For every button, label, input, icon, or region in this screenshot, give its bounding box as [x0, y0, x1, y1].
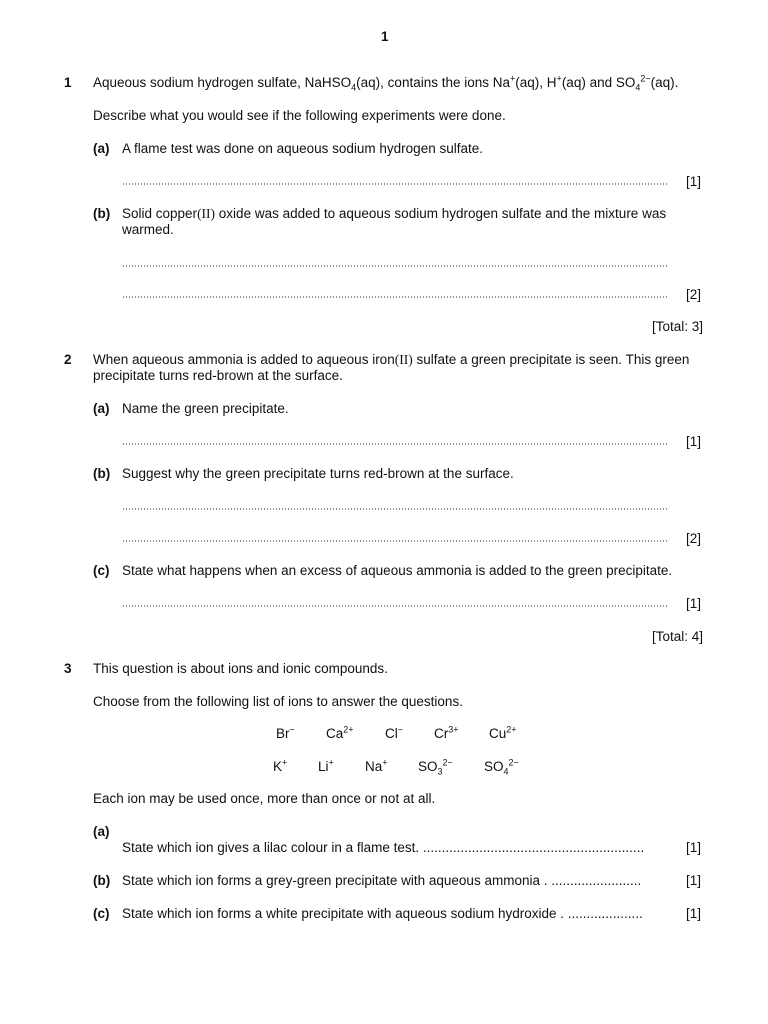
q1-stem: Aqueous sodium hydrogen sulfate, NaHSO$_4$(aq), contains the ions Na+(aq), H+(aq) and $SO_4^{2-}(aq)$. [93, 73, 679, 93]
ion-sodium: Na+ [365, 757, 388, 774]
q1a-answer-line-1[interactable] [122, 183, 669, 185]
q2-number: 2 [64, 352, 72, 367]
q2a-text: Name the green precipitate. [122, 401, 289, 416]
q2c-mark: [1] [686, 596, 702, 611]
q1-number: 1 [64, 75, 72, 90]
q2c-answer-line-1[interactable] [122, 605, 669, 607]
q2b-answer-line-2[interactable] [122, 540, 669, 542]
q3b-label: (b) [93, 873, 111, 888]
q2a-mark: [1] [686, 434, 702, 449]
q3b-mark: [1] [686, 873, 702, 888]
ion-bromide: Br− [276, 724, 295, 741]
q2b-mark: [2] [686, 531, 702, 546]
ion-sulfate: $SO_4^{2-}$ [484, 757, 519, 777]
q1-instruction: Describe what you would see if the following experiments were done. [93, 108, 506, 123]
q3a-text[interactable]: State which ion gives a lilac colour in a flame test. ........................................................... [122, 840, 645, 855]
q3-stem: This question is about ions and ionic compounds. [93, 661, 388, 676]
ion-lithium: Li+ [318, 757, 334, 774]
q1b-answer-line-2[interactable] [122, 296, 669, 298]
q2c-label: (c) [93, 563, 110, 578]
ion-chloride: Cl− [385, 724, 404, 741]
q2c-text: State what happens when an excess of aqueous ammonia is added to the green precipitate. [122, 563, 673, 578]
q1b-text-line1: Solid copper(II) oxide was added to aqueous sodium hydrogen sulfate and the mixture was [122, 206, 667, 221]
q2a-label: (a) [93, 401, 110, 416]
q3b-text[interactable]: State which ion forms a grey-green precipitate with aqueous ammonia . ........................ [122, 873, 642, 888]
q2b-text: Suggest why the green precipitate turns red-brown at the surface. [122, 466, 514, 481]
q1b-label: (b) [93, 206, 111, 221]
q3-number: 3 [64, 661, 72, 676]
q1-total: [Total: 3] [651, 319, 703, 334]
q1b-mark: [2] [686, 287, 702, 302]
ion-copper: $Cu^{2+}$ [489, 724, 517, 741]
q3-instruction: Choose from the following list of ions to answer the questions. [93, 694, 463, 709]
ion-potassium: K+ [273, 757, 288, 774]
q3a-label: (a) [93, 824, 110, 839]
ion-calcium: $Ca^{2+}$ [326, 724, 354, 741]
ion-chromium: $Cr^{3+}$ [434, 724, 459, 741]
q2-stem-line2: precipitate turns red-brown at the surface. [93, 368, 343, 383]
q3c-label: (c) [93, 906, 110, 921]
q3a-mark: [1] [686, 840, 702, 855]
page-number: 1 [381, 29, 389, 44]
q1b-answer-line-1[interactable] [122, 265, 669, 267]
q1a-mark: [1] [686, 174, 702, 189]
q3-note: Each ion may be used once, more than once or not at all. [93, 791, 436, 806]
q1b-text-line2: warmed. [122, 222, 174, 237]
q2a-answer-line-1[interactable] [122, 443, 669, 445]
q1a-text: A flame test was done on aqueous sodium hydrogen sulfate. [122, 141, 483, 156]
q2b-label: (b) [93, 466, 111, 481]
q2-total: [Total: 4] [651, 629, 703, 644]
q2-stem-line1: When aqueous ammonia is added to aqueous iron(II) sulfate a green precipitate is seen. This green [93, 352, 690, 367]
q3c-text[interactable]: State which ion forms a white precipitate with aqueous sodium hydroxide . .................... [122, 906, 643, 921]
ion-sulfite: $SO_3^{2-}$ [418, 757, 453, 777]
q2b-answer-line-1[interactable] [122, 508, 669, 510]
q3c-mark: [1] [686, 906, 702, 921]
q1a-label: (a) [93, 141, 110, 156]
